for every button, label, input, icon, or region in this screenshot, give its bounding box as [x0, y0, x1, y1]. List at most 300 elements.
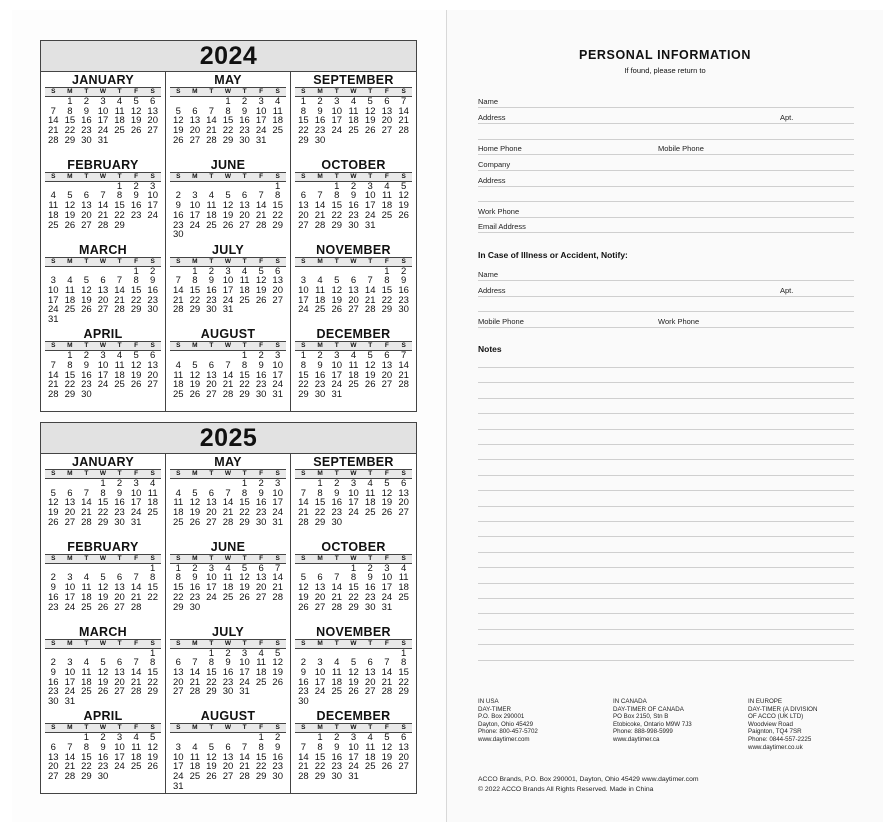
day-number: 1: [334, 180, 340, 192]
day-number: 2: [300, 657, 306, 669]
notes-line[interactable]: [478, 552, 854, 553]
day-number: 1: [300, 350, 306, 362]
weekday-letter: S: [51, 342, 56, 350]
weekday-header: [170, 469, 286, 479]
weekday-letter: T: [84, 554, 89, 562]
day-number: 29: [272, 219, 283, 231]
day-number: 13: [206, 369, 217, 381]
day-number: 20: [398, 751, 409, 763]
weekday-letter: M: [67, 172, 73, 180]
day-number: 19: [147, 751, 158, 763]
weekday-letter: S: [301, 724, 306, 732]
day-number: 11: [81, 666, 92, 678]
name-field[interactable]: [478, 95, 854, 108]
day-number: 3: [225, 265, 231, 277]
company-address-label: Address: [478, 176, 506, 185]
day-number: 26: [255, 294, 267, 306]
day-number: 10: [331, 105, 343, 117]
notes-line[interactable]: [478, 598, 854, 599]
day-number: 26: [348, 686, 359, 698]
day-number: 29: [239, 389, 250, 401]
weekday-letter: S: [401, 470, 406, 477]
months-grid: [41, 72, 416, 411]
days-grid: [170, 564, 286, 613]
day-number: 7: [208, 105, 215, 117]
day-number: 19: [189, 379, 201, 391]
weekday-letter: M: [317, 639, 323, 647]
day-number: 4: [83, 657, 90, 669]
weekday-letter: S: [51, 724, 56, 732]
day-number: 12: [189, 497, 201, 509]
emergency-work-phone-label: Work Phone: [658, 317, 700, 326]
notes-line[interactable]: [478, 629, 854, 630]
day-number: 16: [81, 115, 92, 127]
day-number: 16: [255, 369, 267, 381]
work-phone-field[interactable]: [478, 205, 854, 218]
day-number: 21: [114, 294, 125, 306]
day-number: 28: [206, 134, 217, 146]
day-number: 4: [241, 265, 248, 277]
address-line: DAY-TIMER OF CANADA: [613, 705, 684, 713]
month-name: MAY: [214, 73, 242, 87]
weekday-letter: T: [84, 172, 89, 180]
day-number: 31: [130, 516, 142, 528]
weekday-letter: S: [150, 470, 155, 477]
day-number: 17: [147, 200, 158, 212]
weekday-letter: F: [384, 554, 389, 562]
day-number: 7: [367, 275, 373, 287]
day-number: 29: [147, 686, 158, 698]
day-number: 5: [300, 572, 306, 584]
days-grid: [45, 564, 161, 613]
day-number: 3: [258, 96, 264, 107]
day-number: 24: [348, 761, 359, 773]
day-number: 25: [255, 676, 267, 688]
notes-line[interactable]: [478, 459, 854, 460]
day-number: 3: [241, 647, 248, 659]
day-number: 28: [130, 686, 142, 698]
day-number: 26: [189, 516, 201, 528]
day-number: 1: [400, 647, 407, 659]
day-number: 23: [314, 379, 326, 391]
weekday-letter: T: [209, 172, 214, 180]
weekday-letter: T: [334, 470, 339, 477]
day-number: 4: [258, 647, 264, 659]
day-number: 6: [67, 487, 73, 499]
day-number: 16: [239, 115, 250, 127]
day-number: 25: [314, 304, 326, 316]
day-number: 29: [381, 304, 393, 316]
day-number: 8: [317, 741, 323, 753]
weekday-letter: M: [67, 470, 73, 477]
day-number: 27: [206, 516, 217, 528]
weekday-letter: F: [384, 470, 389, 477]
notes-line[interactable]: [478, 536, 854, 537]
day-number: 19: [331, 294, 343, 306]
month-january: [41, 454, 166, 539]
day-number: 27: [314, 601, 326, 613]
day-number: 6: [367, 657, 373, 669]
day-number: 5: [367, 96, 373, 107]
notes-line[interactable]: [478, 444, 854, 445]
weekday-letter: M: [67, 342, 73, 350]
day-number: 2: [317, 96, 323, 107]
weekday-letter: T: [117, 724, 122, 732]
company-address-field[interactable]: [478, 174, 854, 187]
day-number: 21: [81, 507, 92, 519]
day-number: 13: [64, 497, 76, 509]
emergency-address-label: Address: [478, 286, 506, 295]
day-number: 2: [150, 265, 156, 277]
day-number: 22: [239, 507, 250, 519]
month-july: [166, 242, 291, 327]
apt-label: Apt.: [780, 113, 794, 122]
day-number: 23: [331, 761, 343, 773]
notes-line[interactable]: [478, 382, 854, 383]
month-october: [291, 539, 416, 624]
day-number: 1: [133, 265, 139, 277]
day-number: 12: [97, 666, 109, 678]
day-number: 25: [398, 591, 409, 603]
day-number: 30: [272, 771, 283, 783]
day-number: 12: [147, 741, 158, 753]
weekday-letter: W: [224, 88, 232, 95]
weekday-letter: F: [259, 554, 264, 562]
home-phone-field[interactable]: [478, 142, 854, 155]
emergency-phone-field[interactable]: [478, 315, 854, 328]
notes-line[interactable]: [478, 660, 854, 661]
weekday-header: [45, 639, 161, 649]
email-field[interactable]: [478, 220, 854, 233]
page-subtitle: If found, please return to: [624, 66, 706, 75]
day-number: 17: [114, 751, 125, 763]
day-number: 9: [400, 275, 407, 287]
day-number: 27: [255, 591, 267, 603]
day-number: 26: [130, 125, 142, 137]
day-number: 2: [241, 96, 248, 107]
notes-line[interactable]: [478, 367, 854, 368]
day-number: 28: [81, 516, 92, 528]
day-number: 29: [81, 771, 92, 783]
day-number: 27: [272, 294, 283, 306]
weekday-header: [170, 341, 286, 351]
day-number: 10: [64, 582, 76, 594]
day-number: 9: [225, 657, 231, 669]
notes-line[interactable]: [478, 490, 854, 491]
emergency-address-line-2[interactable]: [478, 299, 854, 312]
weekday-letter: W: [224, 554, 232, 562]
weekday-letter: T: [334, 724, 339, 732]
day-number: 18: [348, 115, 359, 127]
weekday-letter: W: [99, 88, 107, 95]
day-number: 25: [364, 507, 376, 519]
weekday-letter: F: [134, 257, 139, 265]
weekday-header: [295, 257, 412, 267]
address-line: Dayton, Ohio 45429: [478, 720, 534, 728]
weekday-letter: F: [134, 724, 139, 732]
address-line-2[interactable]: [478, 127, 854, 140]
notes-line[interactable]: [478, 398, 854, 399]
weekday-letter: S: [150, 554, 155, 562]
address-line: Phone: 0844-557-2225: [748, 735, 812, 743]
weekday-header: [45, 554, 161, 564]
day-number: 21: [97, 209, 109, 221]
day-number: 25: [348, 379, 359, 391]
day-number: 2: [50, 572, 56, 584]
work-phone-label: Work Phone: [478, 207, 520, 216]
day-number: 12: [97, 582, 109, 594]
day-number: 30: [81, 134, 92, 146]
day-number: 6: [300, 190, 306, 202]
month-june: [166, 539, 291, 624]
weekday-letter: T: [334, 639, 339, 647]
day-number: 23: [147, 294, 158, 306]
day-number: 20: [364, 676, 376, 688]
company-address-line-2[interactable]: [478, 189, 854, 202]
day-number: 5: [241, 562, 248, 574]
day-number: 17: [64, 676, 76, 688]
weekday-letter: T: [84, 257, 89, 265]
emergency-title: In Case of Illness or Accident, Notify:: [478, 250, 628, 260]
day-number: 19: [97, 676, 109, 688]
day-number: 12: [331, 284, 343, 296]
day-number: 8: [67, 105, 73, 117]
day-number: 11: [173, 369, 184, 381]
weekday-letter: F: [259, 88, 264, 95]
day-number: 14: [398, 359, 409, 371]
day-number: 26: [239, 591, 250, 603]
weekday-letter: T: [117, 88, 122, 95]
day-number: 8: [400, 657, 407, 669]
day-number: 20: [381, 115, 393, 127]
day-number: 20: [239, 209, 250, 221]
notes-line[interactable]: [478, 521, 854, 522]
day-number: 11: [348, 359, 359, 371]
day-number: 2: [133, 180, 139, 192]
notes-line[interactable]: [478, 644, 854, 645]
weekday-letter: T: [84, 342, 89, 350]
days-grid: [295, 267, 412, 316]
weekday-letter: T: [117, 257, 122, 265]
weekday-letter: T: [334, 554, 339, 562]
day-number: 17: [272, 497, 283, 509]
weekday-letter: S: [51, 88, 56, 95]
day-number: 23: [81, 125, 92, 137]
day-number: 8: [150, 657, 156, 669]
day-number: 11: [348, 105, 359, 117]
month-january: [41, 72, 166, 157]
day-number: 18: [172, 379, 184, 391]
day-number: 31: [47, 314, 59, 326]
day-number: 10: [97, 105, 109, 117]
weekday-letter: T: [242, 554, 247, 562]
month-april: [41, 708, 166, 793]
address-field[interactable]: [478, 111, 854, 124]
day-number: 13: [47, 751, 59, 763]
day-number: 27: [364, 686, 376, 698]
day-number: 5: [83, 275, 90, 287]
day-number: 28: [222, 516, 234, 528]
day-number: 20: [206, 507, 217, 519]
weekday-header: [170, 172, 286, 182]
weekday-letter: S: [51, 470, 56, 477]
day-number: 29: [298, 389, 309, 401]
weekday-letter: T: [209, 470, 214, 477]
emergency-name-label: Name: [478, 270, 499, 279]
month-name: JANUARY: [71, 73, 135, 87]
days-grid: [295, 564, 412, 613]
day-number: 11: [64, 284, 75, 296]
day-number: 18: [331, 676, 343, 688]
day-number: 7: [83, 487, 90, 499]
notes-line[interactable]: [478, 613, 854, 614]
day-number: 18: [364, 497, 376, 509]
notes-line[interactable]: [478, 567, 854, 568]
weekday-letter: W: [224, 257, 232, 265]
day-number: 25: [364, 761, 376, 773]
day-number: 11: [206, 200, 217, 212]
day-number: 23: [239, 125, 250, 137]
weekday-letter: T: [117, 470, 122, 477]
weekday-letter: S: [176, 88, 181, 95]
emergency-address-field[interactable]: [478, 284, 854, 297]
day-number: 6: [241, 190, 248, 202]
day-number: 2: [334, 478, 340, 489]
day-number: 27: [172, 686, 184, 698]
day-number: 26: [222, 219, 234, 231]
day-number: 26: [206, 771, 217, 783]
day-number: 1: [384, 265, 390, 277]
weekday-letter: W: [350, 639, 357, 647]
notes-line[interactable]: [478, 413, 854, 414]
day-number: 5: [192, 487, 198, 499]
day-number: 5: [275, 647, 281, 659]
day-number: 3: [116, 732, 123, 744]
day-number: 16: [331, 751, 343, 763]
weekday-letter: S: [401, 342, 406, 350]
day-number: 11: [81, 582, 92, 594]
notes-line[interactable]: [478, 506, 854, 507]
day-number: 7: [334, 572, 340, 584]
day-number: 2: [400, 265, 407, 277]
day-number: 22: [147, 676, 158, 688]
day-number: 16: [47, 676, 59, 688]
day-number: 1: [67, 350, 73, 362]
weekday-letter: F: [134, 172, 139, 180]
day-number: 13: [255, 572, 267, 584]
day-number: 20: [398, 497, 409, 509]
day-number: 31: [239, 686, 250, 698]
weekday-letter: M: [317, 342, 323, 350]
day-number: 29: [331, 219, 343, 231]
day-number: 19: [272, 666, 283, 678]
weekday-letter: S: [301, 639, 306, 647]
days-grid: [295, 182, 412, 231]
day-number: 14: [47, 115, 59, 127]
day-number: 29: [130, 304, 142, 316]
days-grid: [45, 182, 161, 231]
day-number: 9: [300, 666, 306, 678]
days-grid: [170, 649, 286, 698]
company-field[interactable]: [478, 158, 854, 171]
weekday-letter: F: [259, 470, 264, 477]
weekday-letter: M: [317, 88, 323, 95]
weekday-letter: S: [176, 342, 181, 350]
weekday-letter: S: [176, 724, 181, 732]
day-number: 28: [239, 771, 250, 783]
day-number: 7: [175, 275, 181, 287]
day-number: 19: [81, 294, 92, 306]
day-number: 10: [130, 487, 142, 499]
month-december: [291, 326, 416, 411]
day-number: 23: [255, 507, 267, 519]
notes-line[interactable]: [478, 475, 854, 476]
day-number: 7: [275, 562, 281, 574]
day-number: 12: [255, 275, 267, 287]
notes-line[interactable]: [478, 429, 854, 430]
weekday-letter: F: [259, 172, 264, 180]
day-number: 28: [114, 304, 125, 316]
day-number: 20: [272, 284, 283, 296]
day-number: 13: [147, 105, 158, 117]
emergency-name-field[interactable]: [478, 268, 854, 281]
days-grid: [295, 351, 412, 400]
day-number: 25: [130, 761, 142, 773]
day-number: 30: [222, 686, 234, 698]
day-number: 21: [398, 115, 409, 127]
weekday-letter: S: [401, 172, 406, 180]
day-number: 19: [364, 115, 376, 127]
weekday-letter: W: [350, 88, 357, 95]
day-number: 7: [225, 359, 231, 371]
day-number: 22: [398, 676, 409, 688]
day-number: 8: [100, 487, 106, 499]
day-number: 30: [81, 389, 92, 401]
day-number: 13: [97, 284, 109, 296]
weekday-letter: S: [275, 257, 280, 265]
weekday-letter: T: [242, 342, 247, 350]
day-number: 28: [364, 304, 376, 316]
day-number: 20: [348, 294, 359, 306]
weekday-letter: S: [150, 88, 155, 95]
day-number: 5: [133, 350, 139, 362]
days-grid: [170, 267, 286, 316]
day-number: 28: [272, 591, 283, 603]
day-number: 15: [189, 284, 201, 296]
weekday-letter: W: [350, 724, 357, 732]
day-number: 15: [64, 369, 76, 381]
day-number: 17: [189, 209, 201, 221]
day-number: 10: [331, 359, 343, 371]
day-number: 5: [384, 732, 390, 744]
day-number: 28: [222, 389, 234, 401]
day-number: 5: [133, 96, 139, 107]
day-number: 18: [381, 200, 393, 212]
weekday-letter: T: [242, 639, 247, 647]
address-line: www.daytimer.co.uk: [748, 743, 803, 751]
day-number: 31: [272, 389, 283, 401]
day-number: 8: [275, 190, 281, 202]
month-name: JULY: [211, 242, 244, 257]
day-number: 17: [130, 497, 142, 509]
notes-line[interactable]: [478, 583, 854, 584]
weekday-letter: T: [209, 724, 214, 732]
day-number: 24: [222, 294, 234, 306]
weekday-letter: F: [384, 724, 389, 732]
day-number: 11: [365, 741, 376, 753]
day-number: 4: [67, 275, 73, 287]
day-number: 16: [398, 284, 409, 296]
